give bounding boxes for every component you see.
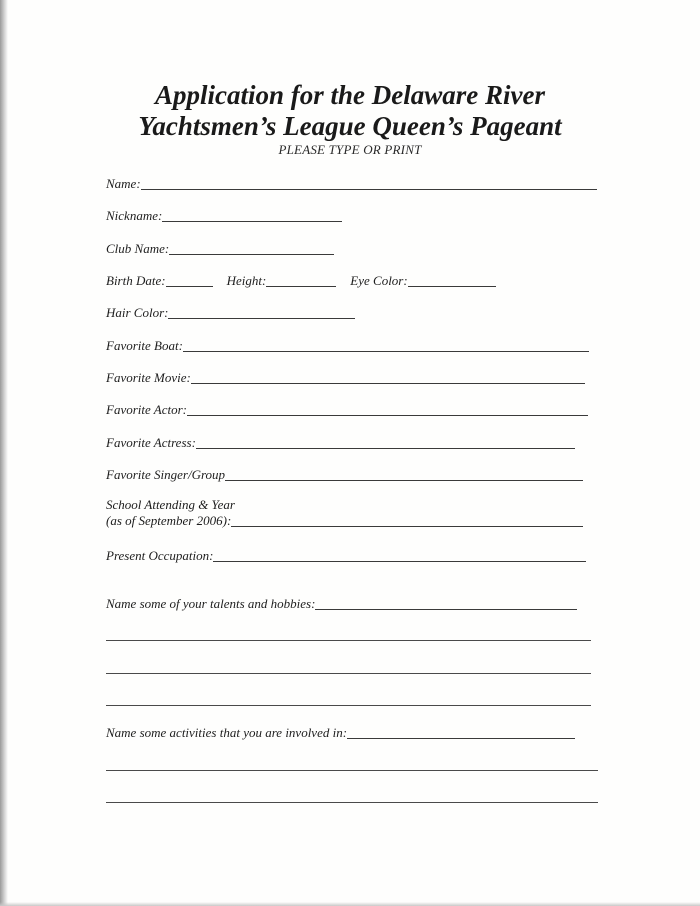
school-label-line-2: (as of September 2006):: [106, 513, 232, 528]
activities-line-3[interactable]: [106, 802, 598, 803]
talents-hobbies-line-3[interactable]: [106, 673, 591, 674]
favorite-actress-field[interactable]: [196, 447, 575, 449]
scan-edge-bottom: [0, 902, 700, 906]
form-title-line-2: Yachtsmen’s League Queen’s Pageant: [138, 111, 562, 141]
name-label: Name:: [106, 176, 141, 191]
birth-height-eye-row: [106, 269, 496, 289]
height-label: Height:: [226, 273, 267, 288]
present-occupation-field[interactable]: [213, 560, 586, 562]
favorite-boat-field[interactable]: [183, 350, 589, 352]
name-row: [106, 172, 597, 192]
height-field[interactable]: [266, 285, 336, 287]
favorite-singer-row: [106, 463, 583, 483]
favorite-singer-field[interactable]: [225, 479, 583, 481]
activities-field[interactable]: [347, 737, 575, 739]
birth-date-label: Birth Date:: [106, 273, 166, 288]
club-name-label: Club Name:: [106, 241, 170, 256]
favorite-movie-field[interactable]: [191, 382, 585, 384]
activities-line-2[interactable]: [106, 770, 598, 771]
present-occupation-row: [106, 544, 586, 564]
nickname-field[interactable]: [162, 220, 342, 222]
talents-hobbies-field[interactable]: [315, 608, 577, 610]
favorite-movie-label: Favorite Movie:: [106, 370, 191, 385]
favorite-actor-field[interactable]: [187, 414, 588, 416]
talents-hobbies-line-4[interactable]: [106, 705, 591, 706]
favorite-boat-row: [106, 334, 589, 354]
club-name-field[interactable]: [169, 253, 334, 255]
hair-color-row: [106, 301, 355, 321]
school-row: [106, 497, 583, 529]
activities-row: [106, 721, 575, 741]
club-name-row: [106, 237, 334, 257]
favorite-movie-row: [106, 366, 585, 386]
hair-color-field[interactable]: [168, 317, 355, 319]
favorite-actor-row: [106, 398, 588, 418]
eye-color-label: Eye Color:: [350, 273, 408, 288]
talents-hobbies-label: Name some of your talents and hobbies:: [106, 596, 316, 611]
favorite-actress-label: Favorite Actress:: [106, 435, 196, 450]
hair-color-label: Hair Color:: [106, 305, 169, 320]
favorite-actor-label: Favorite Actor:: [106, 402, 187, 417]
favorite-boat-label: Favorite Boat:: [106, 338, 183, 353]
name-field[interactable]: [141, 188, 597, 190]
form-title-line-1: Application for the Delaware River: [155, 80, 545, 110]
form-subtitle: PLEASE TYPE OR PRINT: [278, 142, 422, 157]
birth-date-field[interactable]: [166, 285, 213, 287]
title-block: [0, 80, 700, 157]
nickname-label: Nickname:: [106, 208, 163, 223]
talents-hobbies-line-2[interactable]: [106, 640, 591, 641]
nickname-row: [106, 204, 342, 224]
present-occupation-label: Present Occupation:: [106, 548, 214, 563]
favorite-singer-label: Favorite Singer/Group: [106, 467, 226, 482]
school-label-line-1: School Attending & Year: [106, 497, 235, 512]
eye-color-field[interactable]: [408, 285, 496, 287]
activities-label: Name some activities that you are involved in:: [106, 725, 348, 740]
favorite-actress-row: [106, 431, 575, 451]
talents-hobbies-row: [106, 592, 577, 612]
school-field[interactable]: [231, 525, 583, 527]
